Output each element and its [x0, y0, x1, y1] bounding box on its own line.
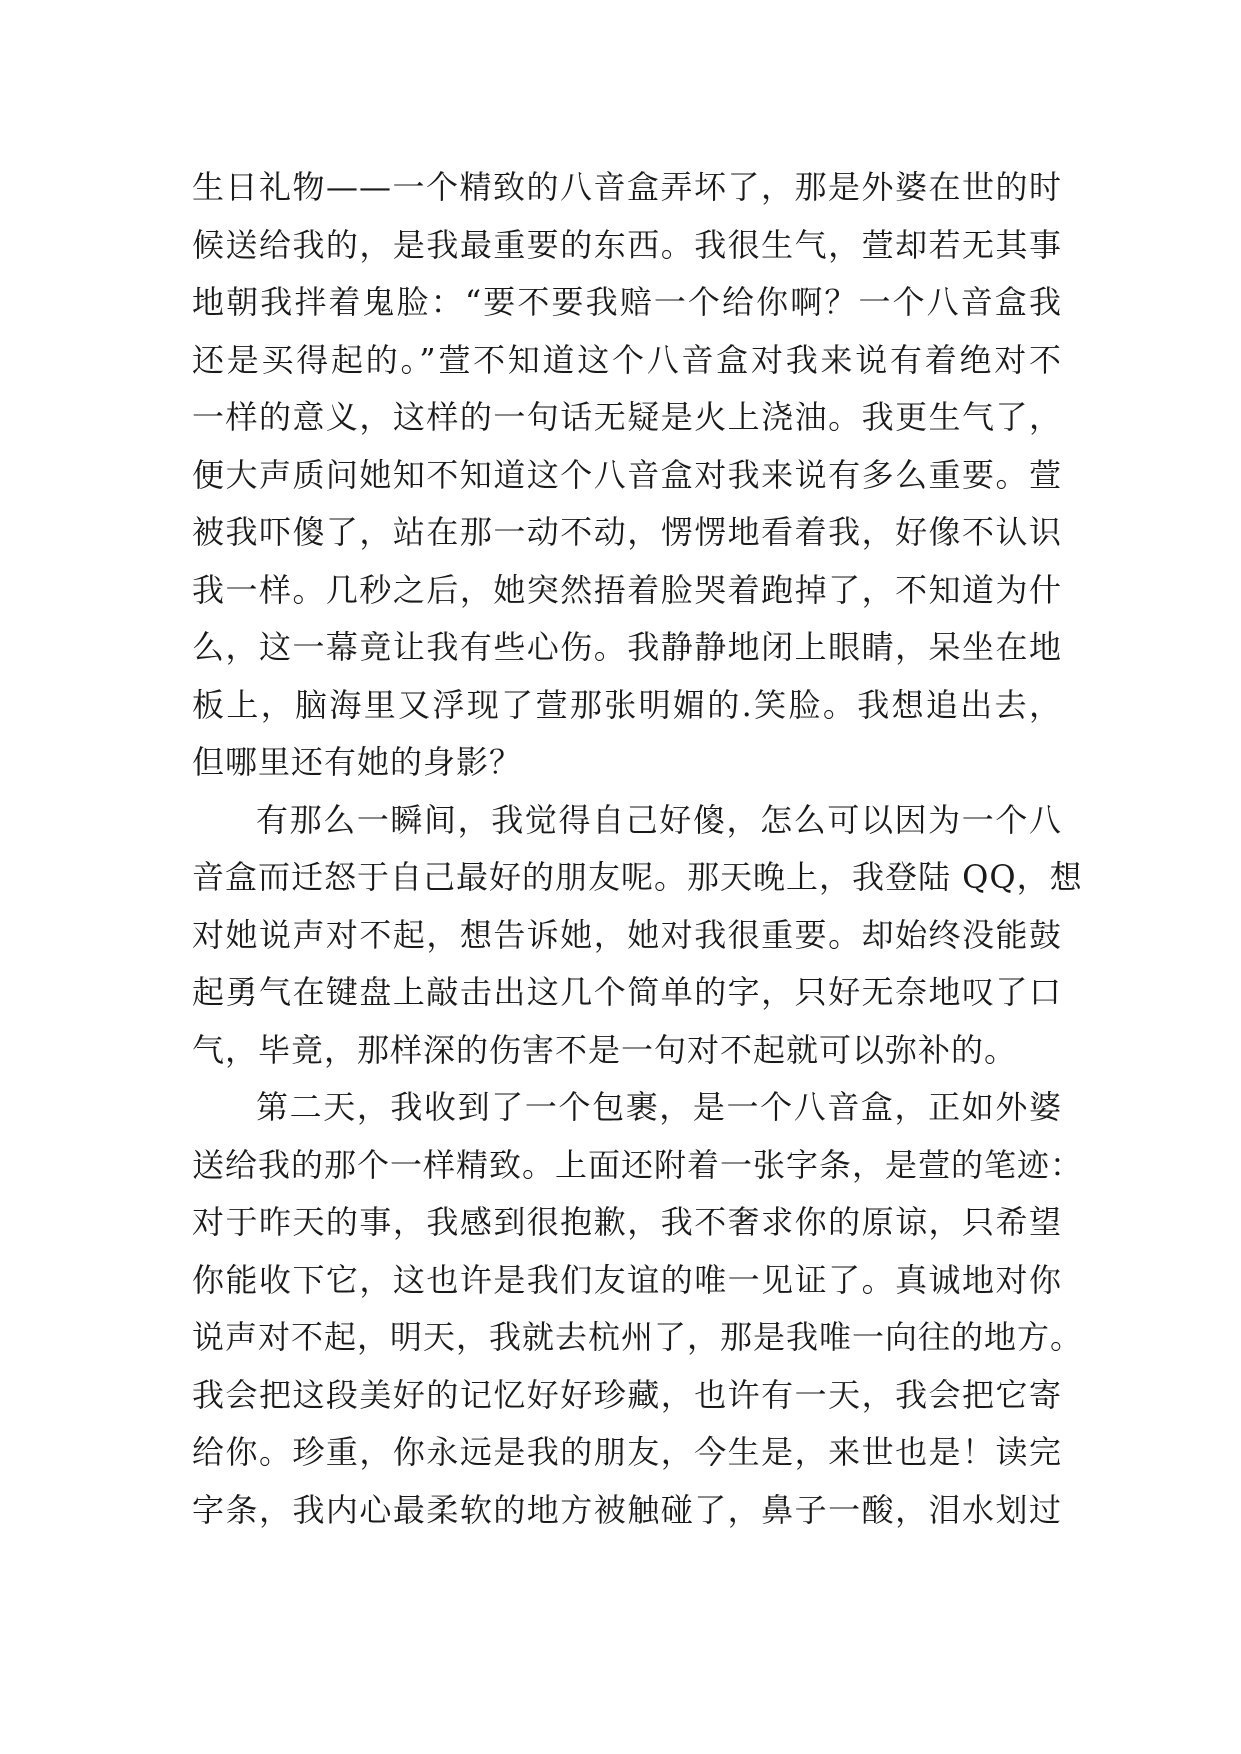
- text-line: 对她说声对不起，想告诉她，她对我很重要。却始终没能鼓: [192, 915, 1062, 954]
- text-line-paragraph-start: 第二天，我收到了一个包裹，是一个八音盒，正如外婆: [256, 1088, 1062, 1126]
- text-line: 你能收下它，这也许是我们友谊的唯一见证了。真诚地对你: [192, 1260, 1062, 1299]
- text-line: 候送给我的，是我最重要的东西。我很生气，萱却若无其事: [192, 225, 1062, 264]
- text-line-paragraph-end: 气，毕竟，那样深的伤害不是一句对不起就可以弥补的。: [192, 1030, 1018, 1069]
- text-line: 起勇气在键盘上敲击出这几个简单的字，只好无奈地叹了口: [192, 973, 1062, 1011]
- text-line: 给你。珍重，你永远是我的朋友，今生是，来世也是！读完: [192, 1433, 1062, 1471]
- text-line-paragraph-end: 但哪里还有她的身影？: [192, 743, 523, 781]
- text-line-paragraph-start: 有那么一瞬间，我觉得自己好傻，怎么可以因为一个八: [256, 800, 1062, 839]
- text-line: 还是买得起的。”萱不知道这个八音盒对我来说有着绝对不: [192, 340, 1062, 379]
- text-line: 一样的意义，这样的一句话无疑是火上浇油。我更生气了，: [192, 398, 1062, 436]
- text-line: 说声对不起，明天，我就去杭州了，那是我唯一向往的地方。: [192, 1318, 1084, 1356]
- text-line: 板上，脑海里又浮现了萱那张明媚的.笑脸。我想追出去，: [192, 685, 1062, 724]
- text-line: 字条，我内心最柔软的地方被触碰了，鼻子一酸，泪水划过: [192, 1490, 1062, 1529]
- text-line: 地朝我拌着鬼脸：“要不要我赔一个给你啊？一个八音盒我: [192, 283, 1062, 321]
- body-text: [192, 159, 1084, 1539]
- text-line: 音盒而迁怒于自己最好的朋友呢。那天晚上，我登陆 QQ，想: [192, 858, 1083, 896]
- text-line: 对于昨天的事，我感到很抱歉，我不奢求你的原谅，只希望: [192, 1203, 1062, 1241]
- text-line: 我一样。几秒之后，她突然捂着脸哭着跑掉了，不知道为什: [192, 570, 1062, 609]
- text-line: 生日礼物——一个精致的八音盒弄坏了，那是外婆在世的时: [192, 168, 1062, 206]
- text-line: 被我吓傻了，站在那一动不动，愣愣地看着我，好像不认识: [192, 513, 1062, 551]
- text-line: 么，这一幕竟让我有些心伤。我静静地闭上眼睛，呆坐在地: [192, 628, 1062, 666]
- text-line: 便大声质问她知不知道这个八音盒对我来说有多么重要。萱: [192, 455, 1062, 494]
- text-line: 送给我的那个一样精致。上面还附着一张字条，是萱的笔迹：: [192, 1145, 1084, 1184]
- text-line: 我会把这段美好的记忆好好珍藏，也许有一天，我会把它寄: [192, 1375, 1062, 1414]
